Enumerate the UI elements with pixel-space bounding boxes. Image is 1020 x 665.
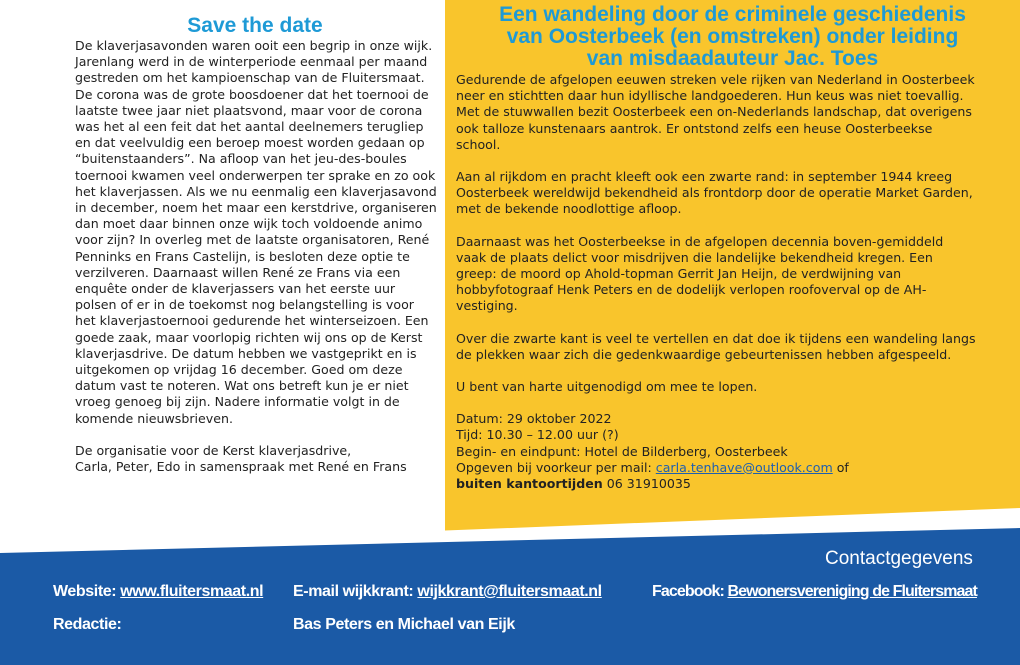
walk-paragraph-2: Aan al rijkdom en pracht kleeft ook een zwarte rand: in september 1944 kreeg Oosterbeek wereldwijd bekendheid als frontdorp door de operatie Market Garden, met de bekende noodlottige afloop. <box>456 169 973 217</box>
email-link[interactable]: wijkkrant@fluitersmaat.nl <box>417 583 602 600</box>
walk-paragraph-1: Gedurende de afgelopen eeuwen streken vele rijken van Nederland in Oosterbeek neer en stichtten daar hun idyllische landgoederen. Hun keus was niet toevallig. Met de stuwwallen bezit Oosterbeek een on-Nederlands landschap, dat overigens ook talloze kunstenaars aantrok. Er ontstond zelfs een heuse Oosterbeekse school. <box>456 72 975 152</box>
website-link[interactable]: www.fluitersmaat.nl <box>120 583 264 600</box>
walk-paragraph-4: Over die zwarte kant is veel te vertellen en dat doe ik tijdens een wandeling langs de plekken waar zich die gedenkwaardige gebeurtenissen hebben afgespeeld. <box>456 330 976 362</box>
signup-prefix: Opgeven bij voorkeur per mail: <box>456 459 656 475</box>
editors-label: Redactie: <box>53 616 122 633</box>
facebook-label: Facebook: <box>652 583 728 600</box>
signature-line-2: Carla, Peter, Edo in samenspraak met René en Frans <box>75 459 407 475</box>
walk-title-line-3: van misdaadauteur Jac. Toes <box>586 47 879 70</box>
email-label: E-mail wijkkrant: <box>293 583 418 600</box>
footer-website <box>53 583 263 601</box>
walk-paragraph-3: Daarnaast was het Oosterbeekse in de afgelopen decennia boven-gemiddeld vaak de plaats delict voor misdrijven die landelijke bekendheid kregen. Een greep: de moord op Ahold-topman Gerrit Jan Heijn, de verdwijning van hobbyfotograaf Henk Peters en de dodelijk verlopen roofoverval op de AH-vestiging. <box>456 233 944 314</box>
signature-line-1: De organisatie voor de Kerst klaverjasdrive, <box>75 442 352 458</box>
footer-email <box>293 583 602 601</box>
walk-title-line-1: Een wandeling door de criminele geschiedenis <box>499 3 966 26</box>
event-time: Tijd: 10.30 – 12.00 uur (?) <box>456 427 619 443</box>
walk-paragraph-5: U bent van harte uitgenodigd om mee te lopen. <box>456 379 758 395</box>
save-the-date-paragraph: De klaverjasavonden waren ooit een begrip in onze wijk. Jarenlang werd in de winterperiode eenmaal per maand gestreden om het kampioenschap van de Fluitersmaat. De corona was de grote boosdoener dat het toernooi de laatste twee jaar niet plaatsvond, maar voor de corona was het al een feit dat het aantal deelnemers terugliep en dat veelvuldig een beroep moest worden gedaan op “buitenstaanders”. Na afloop van het jeu-des-boules toernooi kwamen veel onderwerpen ter sprake en zo ook het klaverjassen. Als we nu eenmalig een klaverjasavond in december, noem het maar een kerstdrive, organiseren dan moet daar binnen onze wijk toch voldoende animo voor zijn? In overleg met de laatste organisatoren, René Penninks en Frans Castelijn, is besloten deze optie te verzilveren. Daarnaast willen René ze Frans via een enquête onder de klaverjassers van het eerste uur polsen of er in de toekomst nog belangstelling is voor het klaverjastoernooi gedurende het winterseizoen. Een goede zaak, maar voorlopig richten wij ons op de Kerst klaverjasdrive. De datum hebben we vastgeprikt en is uitgekomen op vrijdag 16 december. Goed om deze datum vast te noteren. Wat ons betreft kun je er niet vroeg genoeg bij zijn. Nadere informatie volgt in de komende nieuwsbrieven. <box>75 38 437 426</box>
save-the-date-title: Save the date <box>187 14 323 37</box>
footer-facebook <box>652 583 977 601</box>
signup-email-link[interactable]: carla.tenhave@outlook.com <box>655 459 833 475</box>
website-label: Website: <box>53 583 121 600</box>
phone-number: 06 31910035 <box>602 476 691 492</box>
phone-label: buiten kantoortijden <box>456 476 603 492</box>
event-date: Datum: 29 oktober 2022 <box>456 411 612 427</box>
contact-heading: Contactgegevens <box>825 548 973 569</box>
event-location: Begin- en eindpunt: Hotel de Bilderberg, Oosterbeek <box>456 443 788 459</box>
signup-suffix: of <box>832 459 849 475</box>
walk-title-line-2: van Oosterbeek (en omstreken) onder leiding <box>506 25 959 48</box>
facebook-link[interactable]: Bewonersvereniging de Fluitersmaat <box>727 583 977 600</box>
editors-names: Bas Peters en Michael van Eijk <box>293 616 515 633</box>
